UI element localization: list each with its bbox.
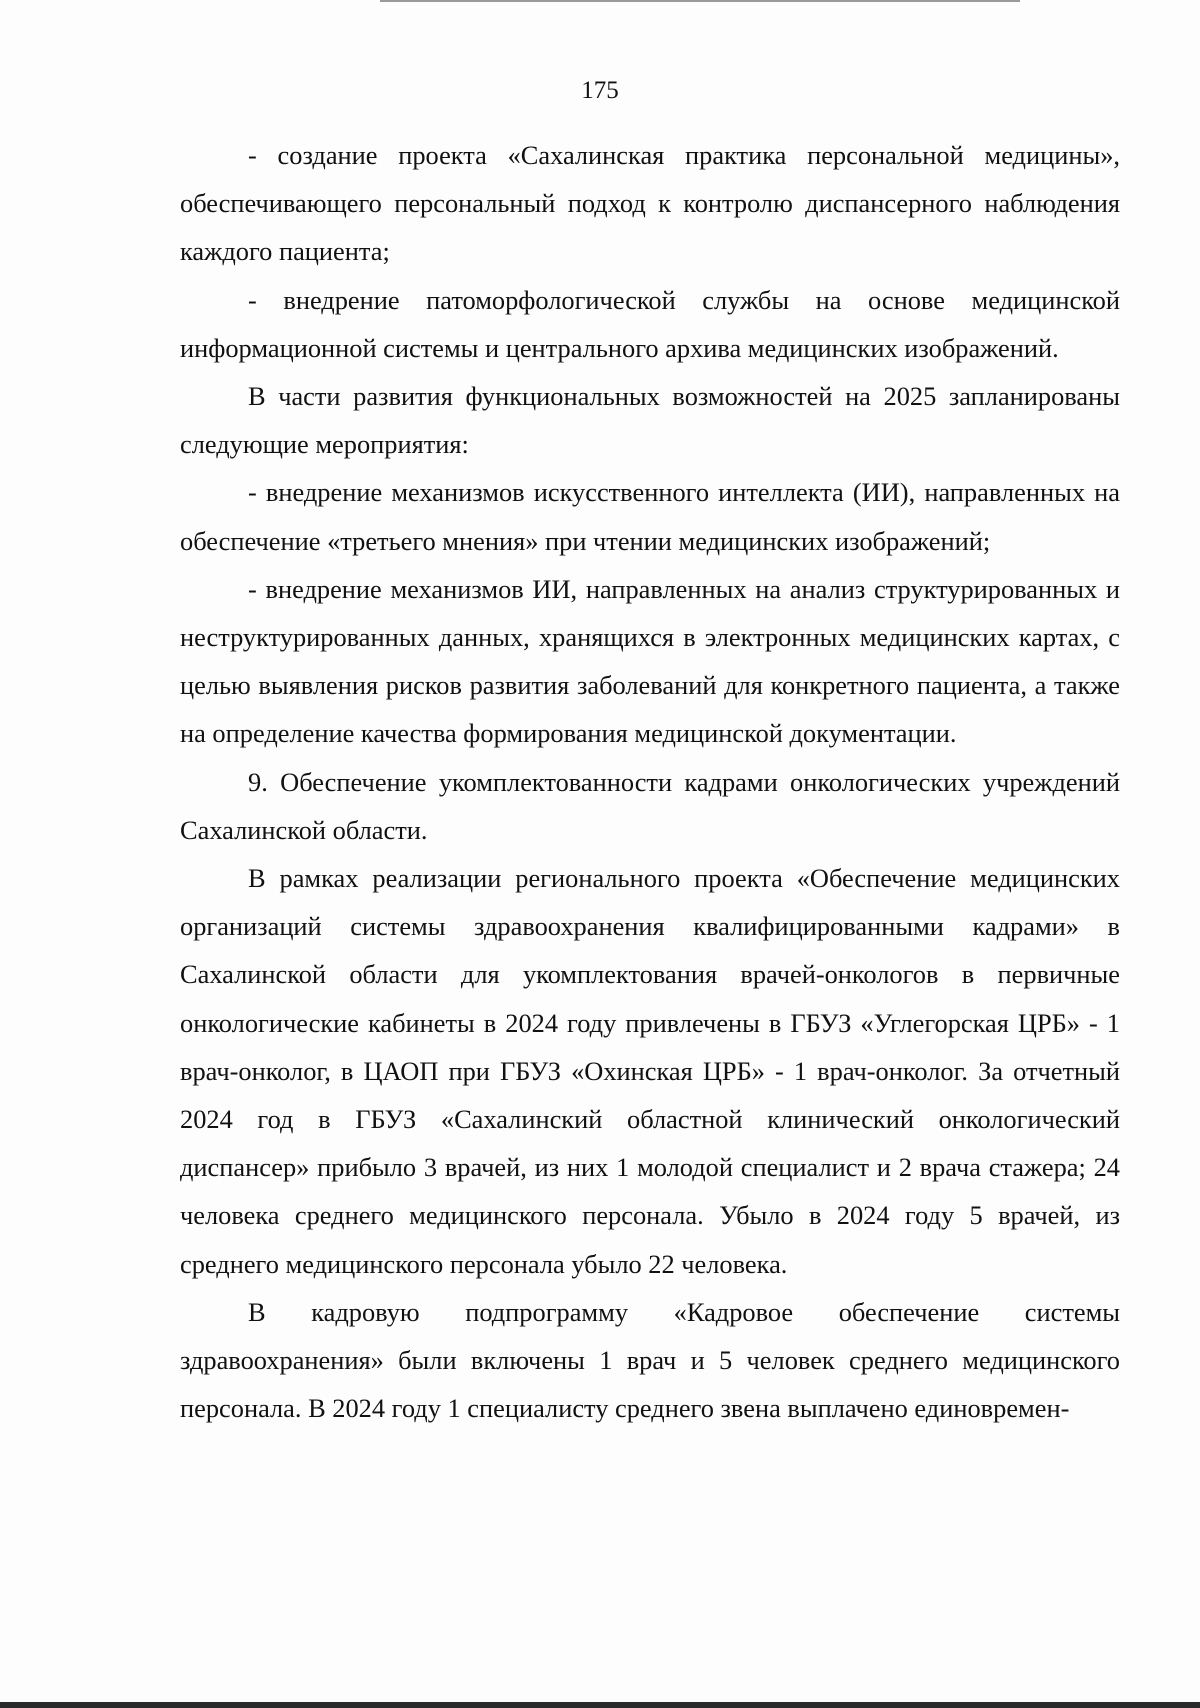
paragraph-project-personal-medicine: - создание проекта «Сахалинская практика персональной медицины», обеспечивающего персональный подход к контролю диспансерного наблюдения каждого пациента;: [180, 140, 1120, 267]
paragraph-section-9-heading: 9. Обеспечение укомплектованности кадрами онкологических учреждений Сахалинской области.: [180, 766, 1120, 845]
paragraph-personnel-subprogram: В кадровую подпрограмму «Кадровое обеспечение системы здравоохранения» были включены 1 врач и 5 человек среднего медицинского персонала. В 2024 году 1 специалисту среднего звена выплачено единовремен-: [180, 1296, 1120, 1424]
scan-edge-bottom: [0, 1702, 1200, 1708]
paragraph-ai-data-analysis: - внедрение механизмов ИИ, направленных на анализ структурированных и неструктурированных данных, хранящихся в электронных медицинских картах, с целью выявления рисков развития заболеваний для конкретного пациента, а также на определение качества формирования медицинской документации.: [180, 573, 1120, 749]
paragraph-ai-third-opinion: - внедрение механизмов искусственного интеллекта (ИИ), направленных на обеспечение «третьего мнения» при чтении медицинских изображений;: [180, 477, 1120, 556]
paragraph-regional-project-staffing: В рамках реализации регионального проекта «Обеспечение медицинских организаций системы здравоохранения квалифицированными кадрами» в Сахалинской области для укомплектования врачей-онкологов в первичные онкологические кабинеты в 2024 году привлечены в ГБУЗ «Углегорская ЦРБ» - 1 врач-онколог, в ЦАОП при ГБУЗ «Охинская ЦРБ» - 1 врач-онколог. За отчетный 2024 год в ГБУЗ «Сахалинский областной клинический онкологический диспансер» прибыло 3 врачей, из них 1 молодой специалист и 2 врача стажера; 24 человека среднего медицинского персонала. Убыло в 2024 году 5 врачей, из среднего медицинского персонала убыло 22 человека.: [180, 863, 1120, 1279]
paragraph-pathomorphology-service: - внедрение патоморфологической службы на основе медицинской информационной системы и центрального архива медицинских изображений.: [180, 284, 1120, 363]
document-body: [180, 131, 1120, 1432]
page-number: 175: [581, 77, 619, 104]
scan-edge-top: [380, 0, 1020, 2]
paragraph-2025-plans: В части развития функциональных возможностей на 2025 запланированы следующие мероприятия:: [180, 381, 1120, 460]
